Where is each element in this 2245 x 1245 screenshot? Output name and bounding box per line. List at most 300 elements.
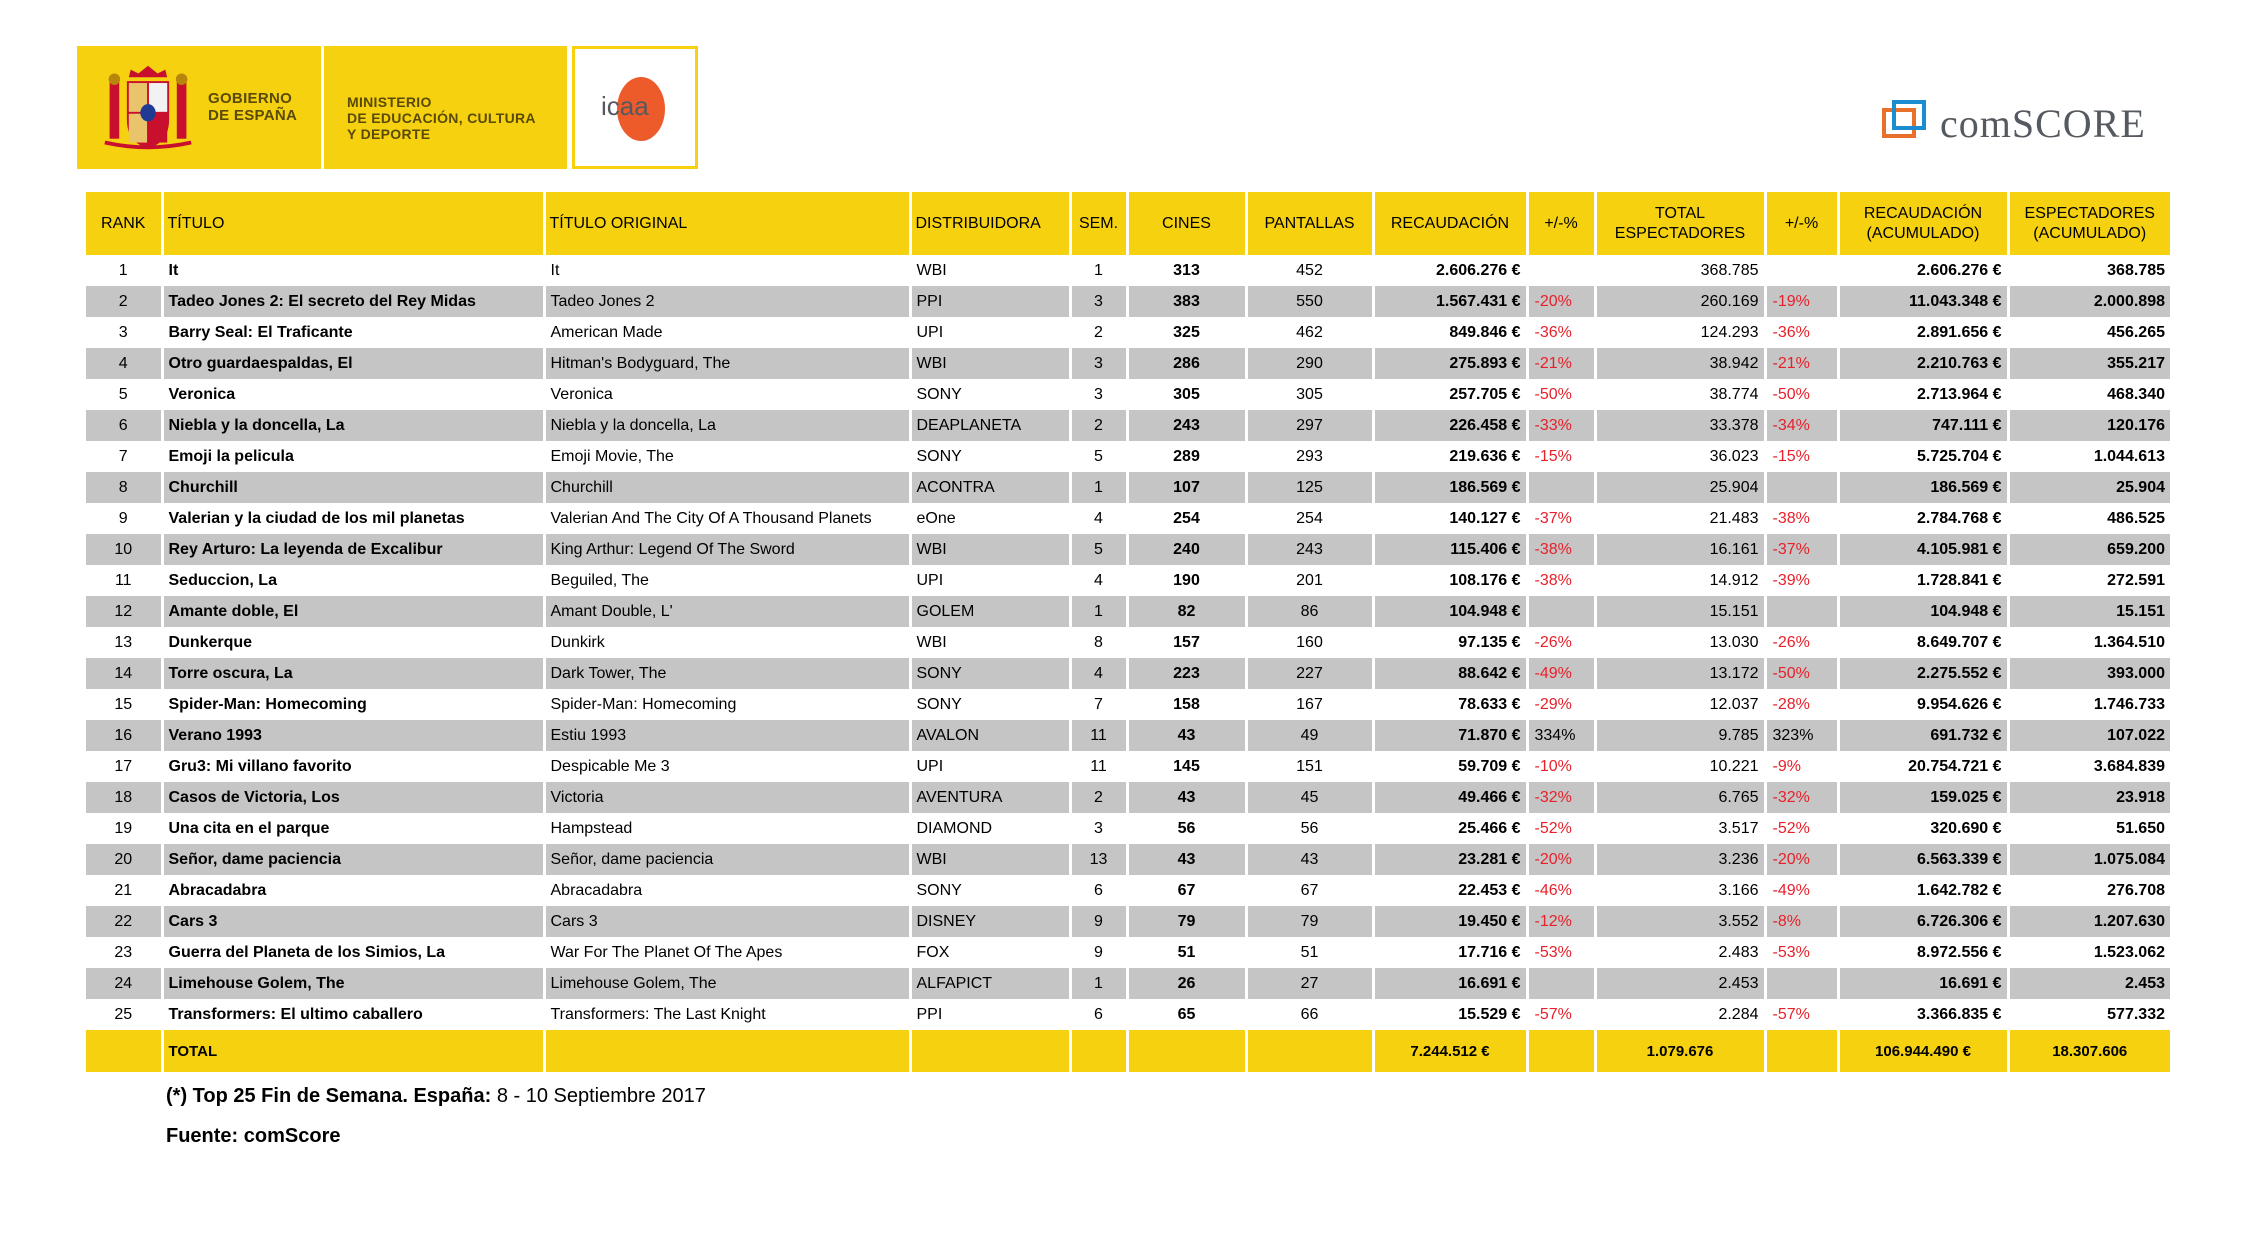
comscore-mark-icon xyxy=(1880,98,1932,142)
cell-total-espectadores: 38.774 xyxy=(1595,379,1765,410)
cell-titulo: Torre oscura, La xyxy=(162,658,544,689)
cell-espectadores-acumulado: 2.000.898 xyxy=(2008,286,2170,317)
table-row xyxy=(86,596,2170,627)
cell-recaudacion-acumulado: 2.606.276 € xyxy=(1838,255,2008,286)
cell-variacion-recaudacion xyxy=(1527,472,1595,503)
cell-titulo-original: Niebla y la doncella, La xyxy=(544,410,910,441)
cell-titulo-original: Amant Double, L' xyxy=(544,596,910,627)
table-row xyxy=(86,379,2170,410)
cell-recaudacion: 49.466 € xyxy=(1373,782,1527,813)
cell-recaudacion-acumulado: 9.954.626 € xyxy=(1838,689,2008,720)
cell-semanas: 2 xyxy=(1070,782,1127,813)
cell-cines: 240 xyxy=(1127,534,1246,565)
cell-recaudacion-acumulado: 691.732 € xyxy=(1838,720,2008,751)
cell-pantallas: 550 xyxy=(1246,286,1373,317)
cell-total-espectadores: 260.169 xyxy=(1595,286,1765,317)
cell-variacion-recaudacion xyxy=(1527,968,1595,999)
col-header-distribuidora[interactable]: DISTRIBUIDORA xyxy=(910,192,1070,255)
cell-semanas: 4 xyxy=(1070,565,1127,596)
cell-semanas: 7 xyxy=(1070,689,1127,720)
cell-cines: 107 xyxy=(1127,472,1246,503)
cell-recaudacion: 108.176 € xyxy=(1373,565,1527,596)
cell-titulo: It xyxy=(162,255,544,286)
cell-recaudacion-acumulado: 1.728.841 € xyxy=(1838,565,2008,596)
col-header-variacion-recaudacion[interactable]: +/-% xyxy=(1527,192,1595,255)
cell-pantallas: 66 xyxy=(1246,999,1373,1030)
table-row xyxy=(86,255,2170,286)
cell-variacion-recaudacion: -29% xyxy=(1527,689,1595,720)
cell-distribuidora: DIAMOND xyxy=(910,813,1070,844)
cell-espectadores-acumulado: 393.000 xyxy=(2008,658,2170,689)
cell-semanas: 9 xyxy=(1070,937,1127,968)
total-spacer xyxy=(1246,1030,1373,1072)
divider xyxy=(321,46,324,169)
cell-recaudacion-acumulado: 11.043.348 € xyxy=(1838,286,2008,317)
comscore-logo xyxy=(1880,98,2180,148)
cell-variacion-recaudacion: -20% xyxy=(1527,286,1595,317)
cell-titulo: Churchill xyxy=(162,472,544,503)
cell-semanas: 2 xyxy=(1070,410,1127,441)
cell-titulo: Transformers: El ultimo caballero xyxy=(162,999,544,1030)
cell-variacion-espectadores: -57% xyxy=(1765,999,1838,1030)
cell-variacion-recaudacion: -26% xyxy=(1527,627,1595,658)
cell-distribuidora: AVENTURA xyxy=(910,782,1070,813)
cell-variacion-recaudacion: -15% xyxy=(1527,441,1595,472)
cell-rank: 18 xyxy=(86,782,162,813)
cell-titulo: Abracadabra xyxy=(162,875,544,906)
cell-total-espectadores: 2.453 xyxy=(1595,968,1765,999)
cell-titulo-original: Limehouse Golem, The xyxy=(544,968,910,999)
cell-rank: 9 xyxy=(86,503,162,534)
cell-recaudacion-acumulado: 4.105.981 € xyxy=(1838,534,2008,565)
cell-rank: 11 xyxy=(86,565,162,596)
cell-espectadores-acumulado: 120.176 xyxy=(2008,410,2170,441)
cell-cines: 325 xyxy=(1127,317,1246,348)
cell-espectadores-acumulado: 51.650 xyxy=(2008,813,2170,844)
cell-variacion-recaudacion: -20% xyxy=(1527,844,1595,875)
cell-recaudacion: 78.633 € xyxy=(1373,689,1527,720)
col-header-recaudacion-acumulado[interactable]: RECAUDACIÓN (ACUMULADO) xyxy=(1838,192,2008,255)
total-espectadores: 1.079.676 xyxy=(1595,1030,1765,1072)
table-row xyxy=(86,317,2170,348)
cell-titulo-original: Victoria xyxy=(544,782,910,813)
cell-variacion-espectadores xyxy=(1765,255,1838,286)
cell-distribuidora: eOne xyxy=(910,503,1070,534)
col-header-recaudacion[interactable]: RECAUDACIÓN xyxy=(1373,192,1527,255)
cell-espectadores-acumulado: 368.785 xyxy=(2008,255,2170,286)
total-row xyxy=(86,1030,2170,1072)
cell-variacion-espectadores: -9% xyxy=(1765,751,1838,782)
cell-titulo: Casos de Victoria, Los xyxy=(162,782,544,813)
cell-variacion-recaudacion: -36% xyxy=(1527,317,1595,348)
cell-titulo-original: Valerian And The City Of A Thousand Planets xyxy=(544,503,910,534)
cell-titulo-original: Veronica xyxy=(544,379,910,410)
col-header-pantallas[interactable]: PANTALLAS xyxy=(1246,192,1373,255)
cell-recaudacion: 849.846 € xyxy=(1373,317,1527,348)
cell-variacion-espectadores: -53% xyxy=(1765,937,1838,968)
cell-recaudacion: 88.642 € xyxy=(1373,658,1527,689)
cell-recaudacion: 71.870 € xyxy=(1373,720,1527,751)
cell-rank: 13 xyxy=(86,627,162,658)
cell-cines: 243 xyxy=(1127,410,1246,441)
cell-rank: 22 xyxy=(86,906,162,937)
cell-cines: 145 xyxy=(1127,751,1246,782)
cell-pantallas: 462 xyxy=(1246,317,1373,348)
cell-recaudacion-acumulado: 3.366.835 € xyxy=(1838,999,2008,1030)
cell-semanas: 11 xyxy=(1070,751,1127,782)
cell-variacion-recaudacion: -46% xyxy=(1527,875,1595,906)
total-spacer xyxy=(910,1030,1070,1072)
cell-variacion-recaudacion: -33% xyxy=(1527,410,1595,441)
cell-total-espectadores: 3.552 xyxy=(1595,906,1765,937)
cell-rank: 10 xyxy=(86,534,162,565)
table-row xyxy=(86,472,2170,503)
total-spacer xyxy=(1070,1030,1127,1072)
icaa-logo-icon xyxy=(575,49,695,166)
table-row xyxy=(86,968,2170,999)
cell-variacion-recaudacion: -53% xyxy=(1527,937,1595,968)
table-row xyxy=(86,999,2170,1030)
cell-recaudacion: 97.135 € xyxy=(1373,627,1527,658)
cell-cines: 43 xyxy=(1127,844,1246,875)
cell-pantallas: 79 xyxy=(1246,906,1373,937)
cell-semanas: 13 xyxy=(1070,844,1127,875)
cell-total-espectadores: 25.904 xyxy=(1595,472,1765,503)
table-row xyxy=(86,937,2170,968)
cell-cines: 305 xyxy=(1127,379,1246,410)
cell-rank: 6 xyxy=(86,410,162,441)
cell-distribuidora: DEAPLANETA xyxy=(910,410,1070,441)
cell-cines: 43 xyxy=(1127,782,1246,813)
cell-total-espectadores: 368.785 xyxy=(1595,255,1765,286)
cell-pantallas: 125 xyxy=(1246,472,1373,503)
col-header-rank[interactable]: RANK xyxy=(86,192,162,255)
cell-titulo: Spider-Man: Homecoming xyxy=(162,689,544,720)
cell-variacion-recaudacion: -21% xyxy=(1527,348,1595,379)
cell-variacion-espectadores: -50% xyxy=(1765,379,1838,410)
cell-distribuidora: SONY xyxy=(910,658,1070,689)
cell-variacion-recaudacion: -52% xyxy=(1527,813,1595,844)
coat-of-arms-icon xyxy=(99,60,197,156)
cell-rank: 19 xyxy=(86,813,162,844)
cell-titulo-original: Estiu 1993 xyxy=(544,720,910,751)
cell-pantallas: 297 xyxy=(1246,410,1373,441)
cell-pantallas: 227 xyxy=(1246,658,1373,689)
cell-distribuidora: GOLEM xyxy=(910,596,1070,627)
cell-rank: 1 xyxy=(86,255,162,286)
cell-pantallas: 43 xyxy=(1246,844,1373,875)
cell-espectadores-acumulado: 456.265 xyxy=(2008,317,2170,348)
cell-semanas: 3 xyxy=(1070,348,1127,379)
cell-cines: 51 xyxy=(1127,937,1246,968)
footnote xyxy=(166,1085,706,1108)
cell-variacion-espectadores xyxy=(1765,596,1838,627)
cell-semanas: 5 xyxy=(1070,441,1127,472)
cell-recaudacion: 25.466 € xyxy=(1373,813,1527,844)
cell-espectadores-acumulado: 468.340 xyxy=(2008,379,2170,410)
cell-cines: 26 xyxy=(1127,968,1246,999)
cell-cines: 158 xyxy=(1127,689,1246,720)
cell-titulo: Señor, dame paciencia xyxy=(162,844,544,875)
cell-total-espectadores: 13.030 xyxy=(1595,627,1765,658)
cell-distribuidora: WBI xyxy=(910,844,1070,875)
cell-titulo: Dunkerque xyxy=(162,627,544,658)
cell-pantallas: 51 xyxy=(1246,937,1373,968)
cell-recaudacion-acumulado: 6.563.339 € xyxy=(1838,844,2008,875)
cell-recaudacion: 16.691 € xyxy=(1373,968,1527,999)
cell-total-espectadores: 16.161 xyxy=(1595,534,1765,565)
cell-cines: 286 xyxy=(1127,348,1246,379)
cell-espectadores-acumulado: 1.207.630 xyxy=(2008,906,2170,937)
cell-pantallas: 305 xyxy=(1246,379,1373,410)
total-spacer xyxy=(1527,1030,1595,1072)
cell-pantallas: 452 xyxy=(1246,255,1373,286)
cell-total-espectadores: 6.765 xyxy=(1595,782,1765,813)
total-spacer xyxy=(86,1030,162,1072)
comscore-wordmark: comSCORE xyxy=(1940,101,2146,146)
cell-titulo-original: It xyxy=(544,255,910,286)
cell-titulo: Limehouse Golem, The xyxy=(162,968,544,999)
cell-distribuidora: UPI xyxy=(910,565,1070,596)
gobierno-banner xyxy=(77,46,567,169)
cell-rank: 7 xyxy=(86,441,162,472)
cell-titulo-original: Dark Tower, The xyxy=(544,658,910,689)
cell-cines: 79 xyxy=(1127,906,1246,937)
cell-distribuidora: PPI xyxy=(910,999,1070,1030)
cell-cines: 82 xyxy=(1127,596,1246,627)
cell-titulo: Una cita en el parque xyxy=(162,813,544,844)
cell-titulo: Otro guardaespaldas, El xyxy=(162,348,544,379)
cell-recaudacion-acumulado: 1.642.782 € xyxy=(1838,875,2008,906)
icaa-logo-text: icaa xyxy=(601,91,649,121)
cell-pantallas: 293 xyxy=(1246,441,1373,472)
cell-titulo-original: Dunkirk xyxy=(544,627,910,658)
cell-semanas: 6 xyxy=(1070,875,1127,906)
cell-rank: 16 xyxy=(86,720,162,751)
cell-recaudacion-acumulado: 8.649.707 € xyxy=(1838,627,2008,658)
cell-variacion-espectadores: -15% xyxy=(1765,441,1838,472)
col-header-total-espectadores[interactable]: TOTAL ESPECTADORES xyxy=(1595,192,1765,255)
cell-recaudacion-acumulado: 2.784.768 € xyxy=(1838,503,2008,534)
cell-titulo: Barry Seal: El Traficante xyxy=(162,317,544,348)
cell-espectadores-acumulado: 1.364.510 xyxy=(2008,627,2170,658)
cell-rank: 24 xyxy=(86,968,162,999)
cell-rank: 2 xyxy=(86,286,162,317)
cell-titulo-original: American Made xyxy=(544,317,910,348)
cell-variacion-espectadores xyxy=(1765,472,1838,503)
cell-pantallas: 56 xyxy=(1246,813,1373,844)
cell-semanas: 3 xyxy=(1070,286,1127,317)
cell-total-espectadores: 13.172 xyxy=(1595,658,1765,689)
cell-titulo-original: Tadeo Jones 2 xyxy=(544,286,910,317)
table-row xyxy=(86,658,2170,689)
cell-recaudacion: 257.705 € xyxy=(1373,379,1527,410)
col-header-variacion-espectadores[interactable]: +/-% xyxy=(1765,192,1838,255)
cell-distribuidora: WBI xyxy=(910,534,1070,565)
cell-pantallas: 45 xyxy=(1246,782,1373,813)
col-header-titulo-original[interactable]: TÍTULO ORIGINAL xyxy=(544,192,910,255)
cell-titulo-original: Hitman's Bodyguard, The xyxy=(544,348,910,379)
cell-recaudacion-acumulado: 5.725.704 € xyxy=(1838,441,2008,472)
cell-recaudacion: 17.716 € xyxy=(1373,937,1527,968)
cell-titulo: Veronica xyxy=(162,379,544,410)
table-row xyxy=(86,348,2170,379)
cell-rank: 21 xyxy=(86,875,162,906)
table-row xyxy=(86,565,2170,596)
cell-rank: 8 xyxy=(86,472,162,503)
cell-recaudacion: 22.453 € xyxy=(1373,875,1527,906)
icaa-logo xyxy=(572,46,698,169)
cell-recaudacion-acumulado: 2.891.656 € xyxy=(1838,317,2008,348)
cell-semanas: 9 xyxy=(1070,906,1127,937)
cell-pantallas: 49 xyxy=(1246,720,1373,751)
cell-variacion-espectadores: -32% xyxy=(1765,782,1838,813)
cell-semanas: 1 xyxy=(1070,968,1127,999)
cell-titulo-original: Transformers: The Last Knight xyxy=(544,999,910,1030)
table-row xyxy=(86,782,2170,813)
table-row xyxy=(86,627,2170,658)
cell-recaudacion-acumulado: 2.713.964 € xyxy=(1838,379,2008,410)
table-header-row xyxy=(86,192,2170,255)
cell-recaudacion: 104.948 € xyxy=(1373,596,1527,627)
cell-titulo-original: Churchill xyxy=(544,472,910,503)
cell-total-espectadores: 36.023 xyxy=(1595,441,1765,472)
cell-cines: 313 xyxy=(1127,255,1246,286)
cell-espectadores-acumulado: 3.684.839 xyxy=(2008,751,2170,782)
col-header-titulo[interactable]: TÍTULO xyxy=(162,192,544,255)
cell-distribuidora: FOX xyxy=(910,937,1070,968)
table-row xyxy=(86,503,2170,534)
cell-espectadores-acumulado: 1.523.062 xyxy=(2008,937,2170,968)
cell-rank: 23 xyxy=(86,937,162,968)
total-espectadores-acumulado: 18.307.606 xyxy=(2008,1030,2170,1072)
cell-recaudacion-acumulado: 186.569 € xyxy=(1838,472,2008,503)
cell-distribuidora: SONY xyxy=(910,441,1070,472)
cell-cines: 190 xyxy=(1127,565,1246,596)
col-header-cines[interactable]: CINES xyxy=(1127,192,1246,255)
cell-espectadores-acumulado: 23.918 xyxy=(2008,782,2170,813)
cell-variacion-recaudacion: -50% xyxy=(1527,379,1595,410)
cell-recaudacion-acumulado: 747.111 € xyxy=(1838,410,2008,441)
cell-distribuidora: PPI xyxy=(910,286,1070,317)
cell-recaudacion: 19.450 € xyxy=(1373,906,1527,937)
cell-variacion-espectadores: -39% xyxy=(1765,565,1838,596)
cell-titulo-original: Despicable Me 3 xyxy=(544,751,910,782)
cell-espectadores-acumulado: 25.904 xyxy=(2008,472,2170,503)
col-header-espectadores-acumulado[interactable]: ESPECTADORES (ACUMULADO) xyxy=(2008,192,2170,255)
cell-titulo: Cars 3 xyxy=(162,906,544,937)
cell-espectadores-acumulado: 486.525 xyxy=(2008,503,2170,534)
cell-titulo-original: Señor, dame paciencia xyxy=(544,844,910,875)
cell-total-espectadores: 3.517 xyxy=(1595,813,1765,844)
cell-titulo-original: Emoji Movie, The xyxy=(544,441,910,472)
footnote-dates: 8 - 10 Septiembre 2017 xyxy=(491,1085,706,1107)
cell-cines: 67 xyxy=(1127,875,1246,906)
cell-total-espectadores: 21.483 xyxy=(1595,503,1765,534)
cell-variacion-recaudacion: -10% xyxy=(1527,751,1595,782)
table-row xyxy=(86,813,2170,844)
cell-recaudacion-acumulado: 8.972.556 € xyxy=(1838,937,2008,968)
cell-titulo: Seduccion, La xyxy=(162,565,544,596)
cell-recaudacion: 275.893 € xyxy=(1373,348,1527,379)
cell-rank: 14 xyxy=(86,658,162,689)
cell-recaudacion: 23.281 € xyxy=(1373,844,1527,875)
cell-rank: 4 xyxy=(86,348,162,379)
cell-variacion-espectadores: -20% xyxy=(1765,844,1838,875)
cell-rank: 17 xyxy=(86,751,162,782)
cell-distribuidora: WBI xyxy=(910,348,1070,379)
cell-espectadores-acumulado: 1.746.733 xyxy=(2008,689,2170,720)
box-office-table xyxy=(86,192,2170,1072)
cell-recaudacion: 15.529 € xyxy=(1373,999,1527,1030)
cell-titulo-original: Hampstead xyxy=(544,813,910,844)
cell-cines: 289 xyxy=(1127,441,1246,472)
cell-variacion-espectadores xyxy=(1765,968,1838,999)
cell-semanas: 8 xyxy=(1070,627,1127,658)
cell-recaudacion-acumulado: 16.691 € xyxy=(1838,968,2008,999)
cell-pantallas: 67 xyxy=(1246,875,1373,906)
total-label: TOTAL xyxy=(162,1030,544,1072)
cell-recaudacion: 219.636 € xyxy=(1373,441,1527,472)
cell-titulo: Tadeo Jones 2: El secreto del Rey Midas xyxy=(162,286,544,317)
cell-espectadores-acumulado: 2.453 xyxy=(2008,968,2170,999)
cell-variacion-recaudacion xyxy=(1527,255,1595,286)
cell-recaudacion: 226.458 € xyxy=(1373,410,1527,441)
cell-distribuidora: DISNEY xyxy=(910,906,1070,937)
col-header-semanas[interactable]: SEM. xyxy=(1070,192,1127,255)
cell-espectadores-acumulado: 1.075.084 xyxy=(2008,844,2170,875)
total-spacer xyxy=(1127,1030,1246,1072)
cell-recaudacion-acumulado: 2.275.552 € xyxy=(1838,658,2008,689)
cell-total-espectadores: 33.378 xyxy=(1595,410,1765,441)
cell-pantallas: 86 xyxy=(1246,596,1373,627)
cell-distribuidora: ALFAPICT xyxy=(910,968,1070,999)
cell-rank: 12 xyxy=(86,596,162,627)
cell-semanas: 4 xyxy=(1070,658,1127,689)
cell-semanas: 4 xyxy=(1070,503,1127,534)
cell-total-espectadores: 2.284 xyxy=(1595,999,1765,1030)
cell-variacion-espectadores: -37% xyxy=(1765,534,1838,565)
cell-cines: 56 xyxy=(1127,813,1246,844)
table-row xyxy=(86,844,2170,875)
cell-titulo: Gru3: Mi villano favorito xyxy=(162,751,544,782)
cell-pantallas: 290 xyxy=(1246,348,1373,379)
table-row xyxy=(86,410,2170,441)
cell-semanas: 1 xyxy=(1070,596,1127,627)
cell-recaudacion-acumulado: 159.025 € xyxy=(1838,782,2008,813)
cell-pantallas: 160 xyxy=(1246,627,1373,658)
gobierno-text: GOBIERNO DE ESPAÑA xyxy=(208,90,298,124)
cell-total-espectadores: 9.785 xyxy=(1595,720,1765,751)
cell-semanas: 5 xyxy=(1070,534,1127,565)
cell-variacion-recaudacion: -37% xyxy=(1527,503,1595,534)
cell-espectadores-acumulado: 15.151 xyxy=(2008,596,2170,627)
cell-variacion-espectadores: -52% xyxy=(1765,813,1838,844)
table-row xyxy=(86,689,2170,720)
cell-recaudacion: 1.567.431 € xyxy=(1373,286,1527,317)
cell-pantallas: 243 xyxy=(1246,534,1373,565)
cell-distribuidora: ACONTRA xyxy=(910,472,1070,503)
cell-variacion-espectadores: -36% xyxy=(1765,317,1838,348)
cell-variacion-espectadores: -19% xyxy=(1765,286,1838,317)
cell-pantallas: 201 xyxy=(1246,565,1373,596)
table-row xyxy=(86,286,2170,317)
cell-total-espectadores: 2.483 xyxy=(1595,937,1765,968)
cell-cines: 65 xyxy=(1127,999,1246,1030)
cell-rank: 5 xyxy=(86,379,162,410)
cell-cines: 223 xyxy=(1127,658,1246,689)
cell-variacion-espectadores: -49% xyxy=(1765,875,1838,906)
